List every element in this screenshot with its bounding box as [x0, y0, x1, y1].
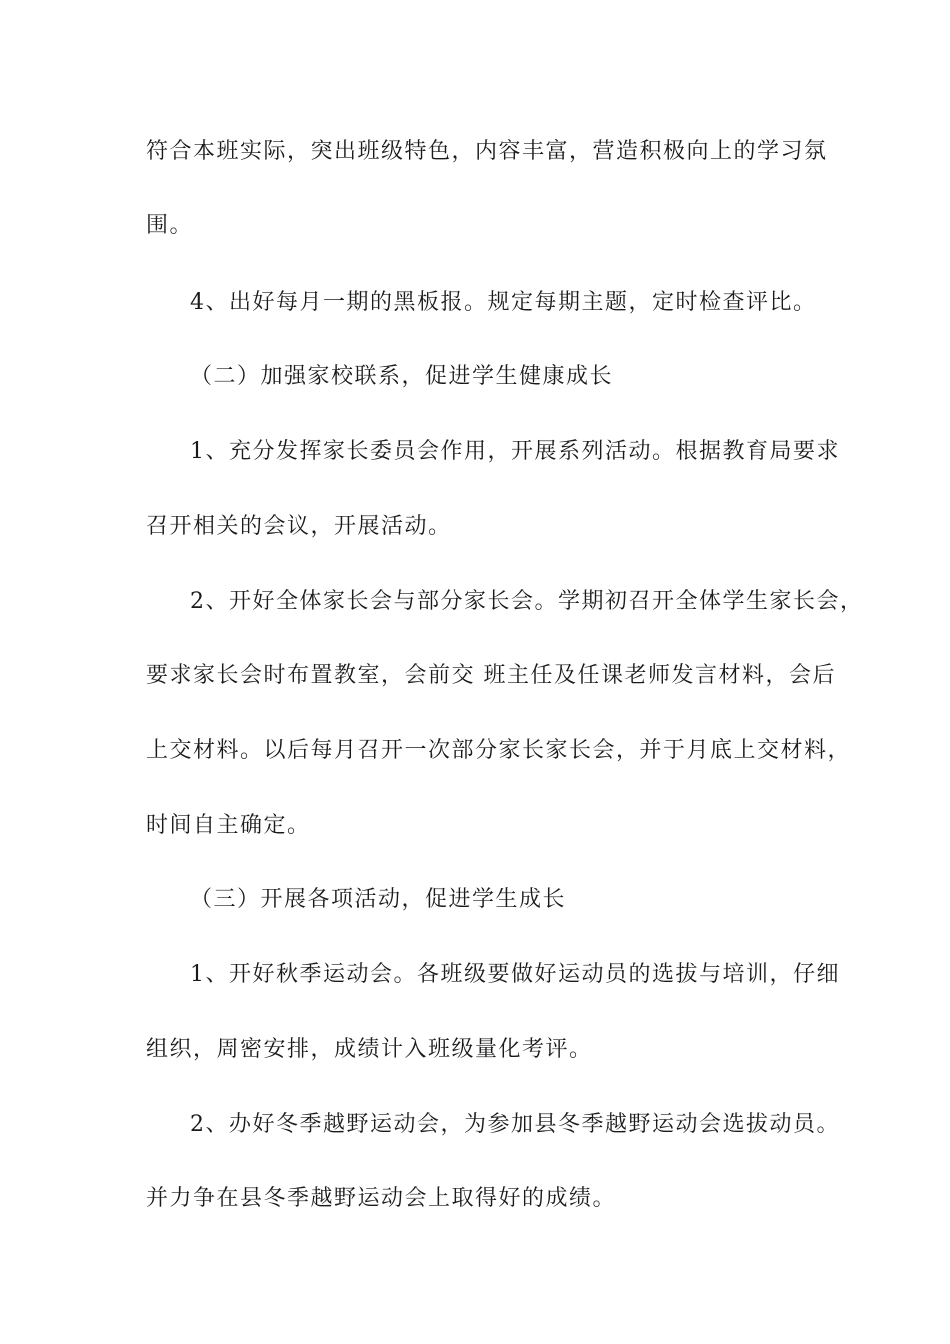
- body-line-15: 并力争在县冬季越野运动会上取得好的成绩。: [146, 1186, 617, 1211]
- body-line-10: 时间自主确定。: [146, 813, 311, 838]
- body-line-2: 围。: [146, 213, 194, 238]
- body-line-14: 2、办好冬季越野运动会，为参加县冬季越野运动会选拔动员。: [190, 1112, 840, 1137]
- body-line-12: 1、开好秋季运动会。各班级要做好运动员的选拔与培训，仔细: [190, 962, 840, 987]
- body-line-6: 召开相关的会议，开展活动。: [146, 514, 452, 539]
- body-line-5: 1、充分发挥家长委员会作用，开展系列活动。根据教育局要求: [190, 439, 840, 464]
- section-heading-2: （二）加强家校联系，促进学生健康成长: [190, 364, 614, 389]
- body-line-8: 要求家长会时布置教室，会前交 班主任及任课老师发言材料，会后: [146, 663, 836, 688]
- body-line-1: 符合本班实际，突出班级特色，内容丰富，营造积极向上的学习氛: [146, 139, 828, 164]
- body-line-3: 4、出好每月一期的黑板报。规定每期主题，定时检查评比。: [190, 290, 817, 315]
- body-line-13: 组织，周密安排，成绩计入班级量化考评。: [146, 1037, 593, 1062]
- section-heading-3: （三）开展各项活动，促进学生成长: [190, 887, 567, 912]
- body-line-9: 上交材料。以后每月召开一次部分家长家长会，并于月底上交材料，: [146, 738, 852, 763]
- body-line-7: 2、开好全体家长会与部分家长会。学期初召开全体学生家长会，: [190, 589, 864, 614]
